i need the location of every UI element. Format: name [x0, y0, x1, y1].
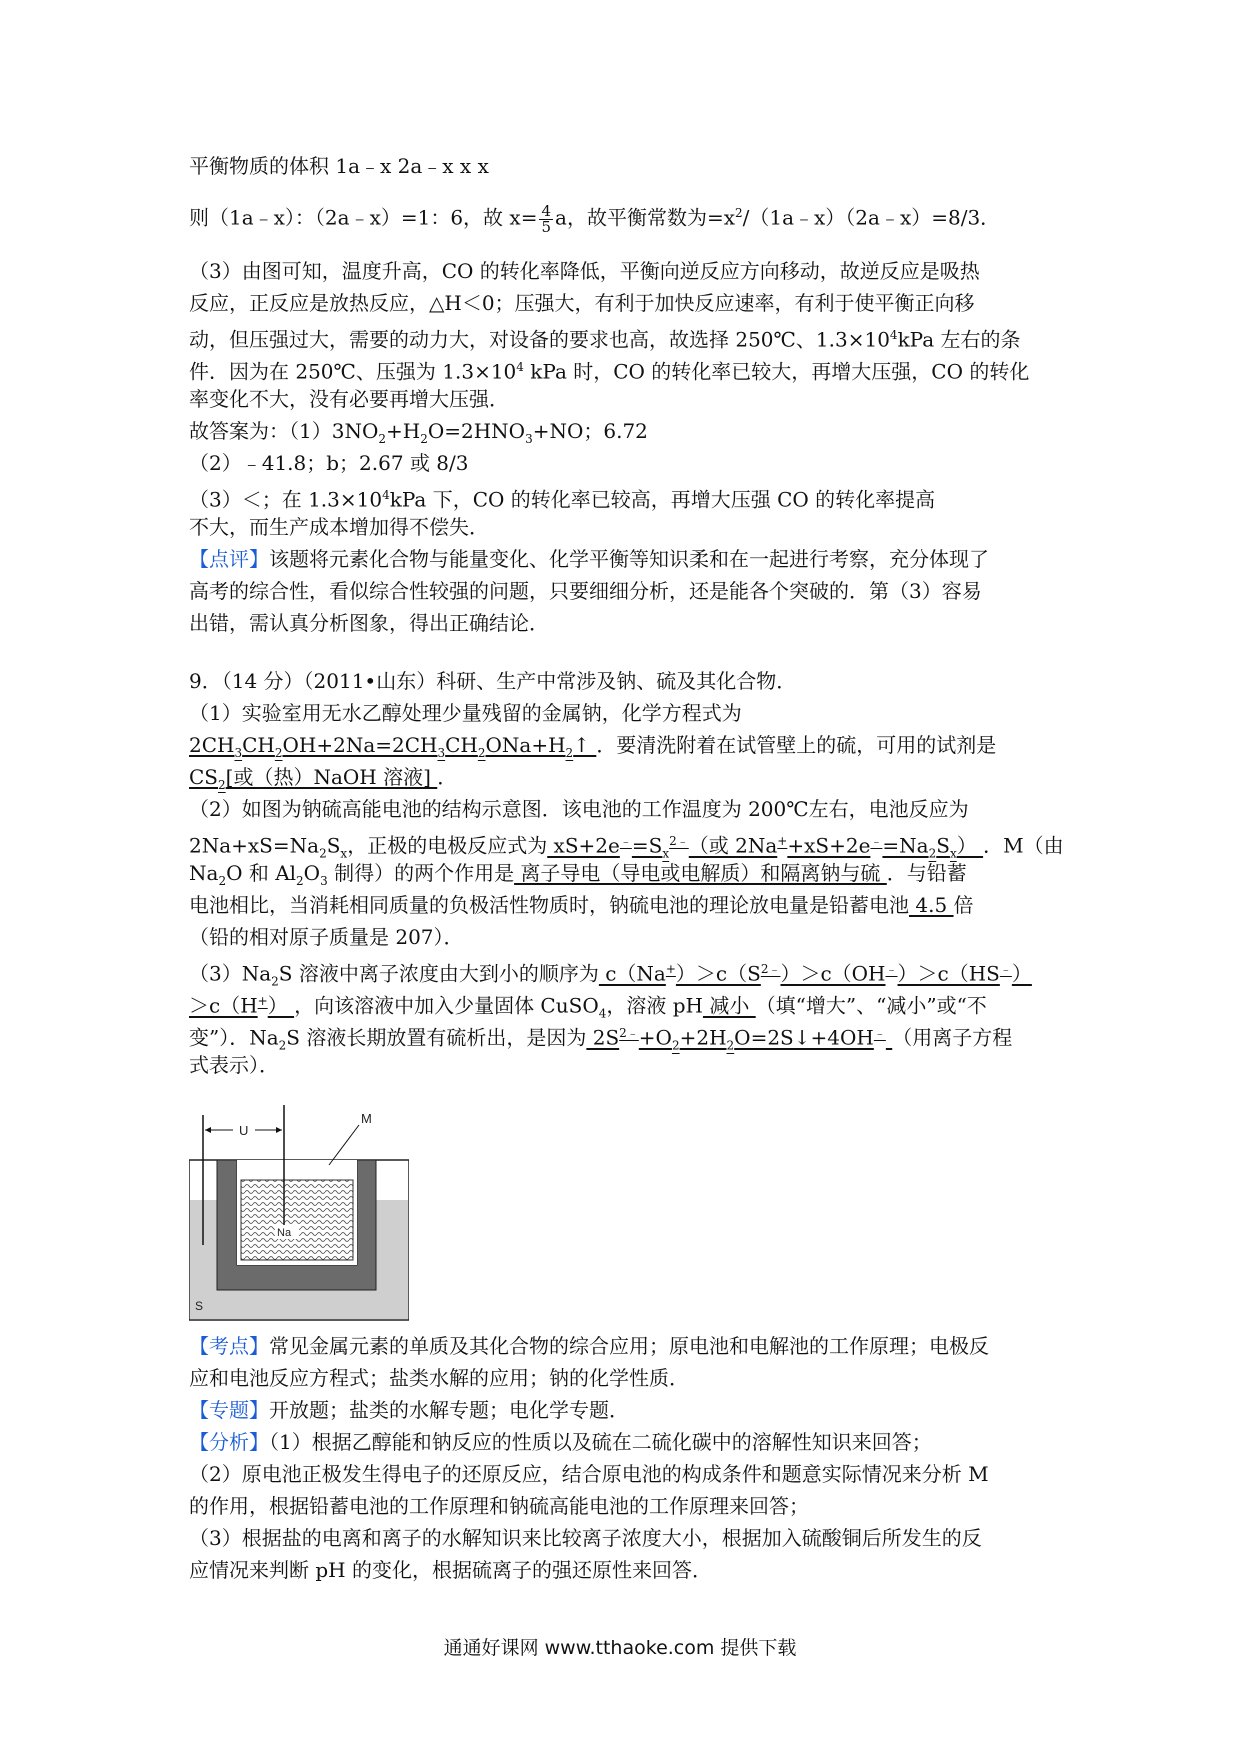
- answer-subscript: 2: [565, 746, 574, 760]
- text-run: （2）如图为钠硫高能电池的结构示意图．该电池的工作温度为 200℃左右，电池反应为: [189, 797, 969, 821]
- text-run: S: [326, 833, 341, 858]
- answer-subscript: 2: [726, 1038, 735, 1053]
- answer-run: 减小: [702, 993, 756, 1018]
- numerator: 4: [541, 201, 552, 220]
- subscript: 2: [296, 874, 304, 888]
- answer-run: ）＞c（S: [675, 961, 761, 986]
- answer-subscript: 3: [437, 746, 446, 760]
- text-run: 应和电池反应方程式；盐类水解的应用；钠的化学性质．: [189, 1366, 689, 1390]
- text-run: （2）﹣41.8；b；2.67 或 8/3: [189, 451, 469, 475]
- text-run: kPa 下，CO 的转化率已较高，再增大压强 CO 的转化率提高: [389, 487, 936, 512]
- text-run: （3）＜；在 1.3×10: [189, 487, 383, 512]
- answer-subscript: x: [949, 846, 957, 861]
- superscript: 4: [516, 360, 524, 374]
- text-line: [189, 860, 967, 894]
- text-run: 常见金属元素的单质及其化合物的综合应用；原电池和电解池的工作原理；电极反: [269, 1334, 989, 1358]
- text-run: 件．因为在 250℃、压强为 1.3×10: [189, 359, 517, 384]
- subscript: 2: [378, 432, 386, 446]
- text-run: Na: [189, 861, 219, 885]
- answer-superscript: ﹣: [999, 962, 1012, 976]
- text-run: kPa 时，CO 的转化率已较大，再增大压强，CO 的转化: [523, 359, 1030, 384]
- text-run: （1）根据乙醇能和钠反应的性质以及硫在二硫化碳中的溶解性知识来回答；: [269, 1430, 932, 1454]
- answer-run: ）: [267, 993, 295, 1018]
- text-run: O: [303, 861, 321, 885]
- text-line: [189, 796, 969, 822]
- superscript: 4: [382, 488, 390, 502]
- text-line: [189, 514, 489, 540]
- text-run: S 溶液长期放置有硫析出，是因为: [286, 1025, 587, 1050]
- answer-superscript: ﹣: [873, 1026, 886, 1040]
- subscript: 2: [271, 974, 279, 989]
- answer-subscript: 2: [477, 746, 486, 760]
- answer-run: 2CH: [189, 733, 235, 757]
- text-line: [189, 1333, 989, 1359]
- subscript: 3: [525, 432, 533, 446]
- text-run: （3）由图可知，温度升高，CO 的转化率降低，平衡向逆反应方向移动，故逆反应是吸热: [189, 259, 980, 283]
- answer-run: 2S: [586, 1025, 620, 1050]
- text-run: kPa 左右的条: [897, 327, 1021, 352]
- answer-subscript: 2: [218, 778, 226, 792]
- label-s: S: [195, 1299, 204, 1313]
- text-run: 变”）．Na: [189, 1025, 279, 1050]
- text-run: 出错，需认真分析图象，得出正确结论．: [189, 611, 549, 635]
- answer-superscript: ﹣: [885, 962, 898, 976]
- section-tag: 【考点】: [189, 1334, 269, 1358]
- answer-run: [或（热）NaOH 溶液]: [225, 765, 438, 789]
- text-run: ．M（由: [983, 833, 1064, 858]
- text-line: [189, 610, 549, 636]
- superscript: 4: [889, 328, 898, 342]
- text-run: （2）原电池正极发生得电子的还原反应，结合原电池的构成条件和题意实际情况来分析 M: [189, 1462, 989, 1486]
- answer-run: xS+2e: [547, 833, 620, 858]
- text-line: [189, 1365, 689, 1391]
- answer-subscript: 2: [274, 746, 283, 760]
- subscript: 2: [319, 846, 327, 861]
- answer-subscript: 3: [234, 746, 243, 760]
- answer-run: CS: [189, 765, 219, 789]
- text-run: 制得）的两个作用是: [327, 861, 515, 885]
- text-run: 的作用，根据铅蓄电池的工作原理和钠硫高能电池的工作原理来回答；: [189, 1494, 809, 1518]
- text-run: +NO；6.72: [532, 419, 648, 443]
- section-tag: 【专题】: [189, 1398, 269, 1422]
- text-line: [189, 546, 989, 572]
- answer-run: =Na: [882, 833, 929, 858]
- answer-superscript: 2﹣: [669, 834, 689, 848]
- text-run: （3）根据盐的电离和离子的水解知识来比较离子浓度大小，根据加入硫酸铜后所发生的反: [189, 1526, 982, 1550]
- answer-superscript: 2﹣: [619, 1026, 639, 1040]
- text-run: ，溶液 pH: [606, 993, 703, 1018]
- text-line: [189, 1052, 279, 1078]
- answer-run: ）＞c（OH: [780, 961, 886, 986]
- text-line: [189, 1397, 629, 1423]
- answer-run: （或 2Na: [688, 833, 778, 858]
- text-run: a，故平衡常数为=x: [555, 205, 735, 230]
- answer-run: OH+2Na=2CH: [282, 733, 438, 757]
- text-line: [189, 1493, 809, 1519]
- text-line: [189, 924, 464, 950]
- superscript: 2: [734, 206, 743, 220]
- answer-superscript: ﹣: [870, 834, 883, 848]
- text-run: （用离子方程: [892, 1025, 1013, 1050]
- answer-run: ONa+H: [485, 733, 566, 757]
- text-run: 率变化不大，没有必要再增大压强．: [189, 387, 509, 411]
- text-run: O 和 Al: [226, 861, 297, 885]
- answer-superscript: 2﹣: [760, 962, 781, 976]
- answer-superscript: ﹣: [619, 834, 632, 848]
- text-run: 式表示）．: [189, 1053, 279, 1077]
- subscript: 4: [598, 1006, 607, 1021]
- text-line: [189, 258, 980, 284]
- denominator: 5: [541, 217, 552, 236]
- text-line: [189, 450, 469, 476]
- answer-run: ＞c（H: [189, 993, 258, 1018]
- text-run: 平衡物质的体积: [189, 154, 329, 178]
- text-run: 应情况来判断 pH 的变化，根据硫离子的强还原性来回答．: [189, 1558, 712, 1582]
- answer-run: c（Na: [598, 961, 666, 986]
- text-run: ．与铅蓄: [886, 861, 967, 885]
- text-run: 高考的综合性，看似综合性较强的问题，只要细细分析，还是能各个突破的．第（3）容易: [189, 579, 982, 603]
- sodium-sulfur-battery-diagram: [189, 1105, 409, 1325]
- text-line: [189, 732, 996, 766]
- text-run: ．: [437, 765, 458, 789]
- text-line: [189, 200, 1000, 235]
- answer-subscript: x: [662, 846, 670, 861]
- answer-run: CH: [445, 733, 478, 757]
- text-line: [189, 153, 489, 179]
- answer-run: =S: [631, 833, 663, 858]
- text-run: （铅的相对原子质量是 207）．: [189, 925, 464, 949]
- text-run: S 溶液中离子浓度由大到小的顺序为: [278, 961, 599, 986]
- text-line: [189, 764, 457, 798]
- subscript: 2: [278, 1038, 287, 1053]
- text-run: 1a﹣x 2a﹣x x x: [329, 154, 489, 178]
- text-run: ，向该溶液中加入少量固体 CuSO: [294, 993, 599, 1018]
- text-run: （填“增大”、“减小”或“不: [755, 993, 987, 1018]
- text-run: （1）实验室用无水乙醇处理少量残留的金属钠，化学方程式为: [189, 701, 742, 725]
- text-line: [189, 418, 648, 452]
- answer-subscript: 2: [671, 1038, 680, 1053]
- text-line: [189, 354, 1029, 385]
- text-run: 故答案为：（1）3NO: [189, 419, 379, 443]
- subscript: 3: [320, 874, 328, 888]
- text-line: [189, 1525, 982, 1551]
- answer-run: ）: [956, 833, 984, 858]
- answer-run: 离子导电（导电或电解质）和隔离钠与硫: [514, 861, 887, 885]
- text-line: [189, 386, 509, 412]
- answer-subscript: 2: [928, 846, 937, 861]
- text-line: [189, 1429, 932, 1455]
- text-line: [189, 668, 796, 694]
- label-m: M: [361, 1111, 372, 1126]
- label-na: Na: [277, 1227, 292, 1239]
- subscript: x: [340, 846, 348, 861]
- page-footer: 通通好课网 www.tthaoke.com 提供下载: [443, 1637, 797, 1659]
- text-run: +H: [386, 419, 421, 443]
- answer-run: +xS+2e: [787, 833, 871, 858]
- text-line: [189, 892, 974, 918]
- answer-run: ↑: [573, 733, 597, 757]
- text-line: [189, 482, 935, 513]
- text-run: 开放题；盐类的水解专题；电化学专题．: [269, 1398, 629, 1422]
- text-run: 倍: [953, 893, 974, 917]
- text-run: 该题将元素化合物与能量变化、化学平衡等知识柔和在一起进行考察，充分体现了: [269, 547, 989, 571]
- section-tag: 【点评】: [189, 547, 269, 571]
- text-line: [189, 1557, 712, 1583]
- text-run: 则（1a﹣x）：（2a﹣x）=1：6，故 x=: [189, 205, 538, 230]
- answer-run: O=2S↓+4OH: [734, 1025, 874, 1050]
- answer-run: +O: [638, 1025, 672, 1050]
- subscript: 2: [420, 432, 428, 446]
- answer-run: CH: [242, 733, 275, 757]
- text-run: 动，但压强过大，需要的动力大，对设备的要求也高，故选择 250℃、1.3×10: [189, 327, 890, 352]
- answer-run: +2H: [679, 1025, 727, 1050]
- answer-run: S: [936, 833, 950, 858]
- text-run: 不大，而生产成本增加得不偿失．: [189, 515, 489, 539]
- text-run: 反应，正反应是放热反应，△H＜0；压强大，有利于加快反应速率，有利于使平衡正向移: [189, 291, 975, 315]
- text-line: [189, 700, 742, 726]
- fraction: [539, 201, 553, 236]
- text-line: [189, 290, 975, 316]
- text-run: （3）Na: [189, 961, 272, 986]
- text-run: 9．（14 分）（2011•山东）科研、生产中常涉及钠、硫及其化合物．: [189, 669, 797, 693]
- answer-superscript: +: [777, 834, 788, 848]
- text-run: 电池相比，当消耗相同质量的负极活性物质时，钠硫电池的理论放电量是铅蓄电池: [189, 893, 909, 917]
- text-run: ，正极的电极反应式为: [347, 833, 548, 858]
- section-tag: 【分析】: [189, 1430, 269, 1454]
- text-run: ．要清洗附着在试管壁上的硫，可用的试剂是: [596, 733, 997, 757]
- text-run: 2Na+xS=Na: [189, 833, 320, 858]
- answer-run: 4.5: [909, 893, 954, 917]
- answer-superscript: +: [257, 994, 268, 1008]
- answer-run: ）: [1011, 961, 1032, 986]
- answer-run: ）＞c（HS: [897, 961, 1000, 986]
- label-u: U: [239, 1123, 249, 1138]
- text-run: O=2HNO: [427, 419, 526, 443]
- text-run: /（1a﹣x）（2a﹣x）=8/3．: [742, 205, 1001, 230]
- text-line: [189, 1461, 989, 1487]
- text-line: [189, 1020, 1012, 1059]
- text-line: [189, 578, 982, 604]
- answer-superscript: +: [665, 962, 676, 976]
- subscript: 2: [218, 874, 227, 888]
- text-line: [189, 322, 1021, 353]
